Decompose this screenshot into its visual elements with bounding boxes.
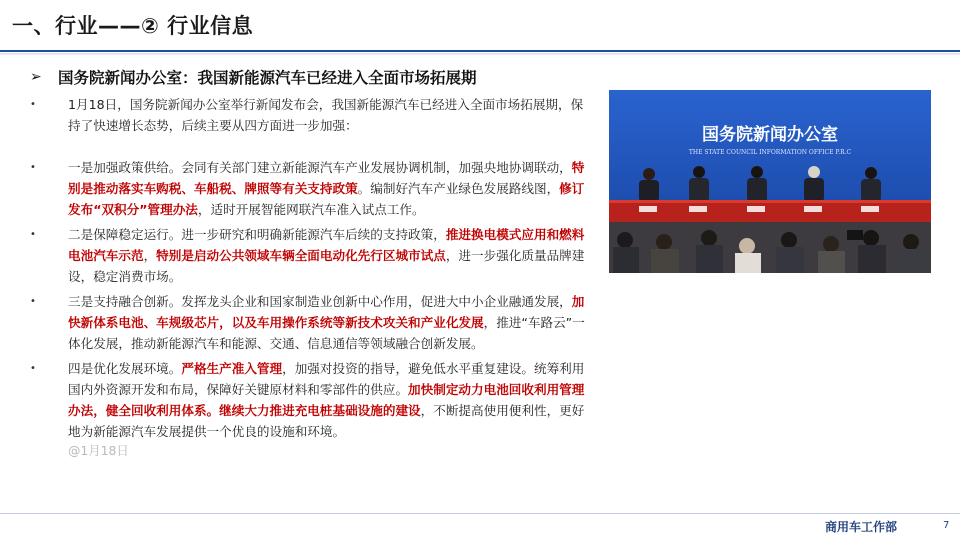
text-run: 。编制好汽车产业绿色发展路线图， xyxy=(357,181,560,196)
intro-text: 1月18日，国务院新闻办公室举行新闻发布会，我国新能源汽车已经进入全面市场拓展期，保持了快速增长态势，后续主要从四方面进一步加强： xyxy=(68,97,584,133)
highlight-run: 加快制定动力电池回收利用管理办法，健全回收利用体系。继续大力推进充电桩基础设施的建设 xyxy=(68,382,585,418)
title-divider-shadow xyxy=(0,53,960,56)
highlight-run: 严格生产准入管理 xyxy=(181,361,283,376)
podium-table xyxy=(609,200,931,222)
text-run: ，进一步强化质量品牌建设，稳定消费市场。 xyxy=(68,248,585,284)
policy-text xyxy=(68,157,585,220)
highlight-run: 推进换电模式应用和燃料电池汽车示范 xyxy=(68,227,585,263)
page-number: 7 xyxy=(943,520,950,531)
highlight-run: 特别是推动落实车购税、车船税、牌照等有关支持政策 xyxy=(68,160,585,196)
bullet-dot-icon: • xyxy=(30,162,36,173)
arrow-bullet-icon: ➢ xyxy=(30,69,42,85)
press-conference-photo xyxy=(609,90,931,273)
section-heading xyxy=(30,66,477,88)
body-content xyxy=(30,94,585,460)
innovation-text xyxy=(68,291,585,354)
environment-text xyxy=(68,358,585,442)
bullet-dot-icon: • xyxy=(30,296,36,307)
text-run: ，不断提高使用便利性，更好地为新能源汽车发展提供一个优良的设施和环境。 xyxy=(68,403,585,439)
bullet-environment xyxy=(30,358,585,442)
text-run: 四是优化发展环境。 xyxy=(68,361,182,376)
highlight-run: 特别是启动公共领域车辆全面电动化先行区城市试点 xyxy=(156,248,446,263)
banner-english: THE STATE COUNCIL INFORMATION OFFICE P.R.C xyxy=(688,149,852,156)
text-run: 二是保障稳定运行。进一步研究和明确新能源汽车后续的支持政策， xyxy=(68,227,446,242)
bullet-dot-icon: • xyxy=(30,99,36,110)
bullet-operation xyxy=(30,224,585,287)
title-divider xyxy=(0,50,960,52)
press-conference-illustration xyxy=(609,90,931,273)
source-stamp: @1月18日 xyxy=(68,443,129,458)
text-run: ，推进“车路云”一体化发展，推动新能源汽车和能源、交通、信息通信等领域融合创新发展。 xyxy=(68,315,585,351)
bullet-innovation xyxy=(30,291,585,354)
text-run: ，加强对投资的指导，避免低水平重复建设。统筹利用国内外资源开发和布局，保障好关键原材料和零部件的供应。 xyxy=(68,361,585,397)
department-label: 商用车工作部 xyxy=(825,520,898,534)
text-run: ， xyxy=(143,248,157,263)
text-run: ，适时开展智能网联汽车准入试点工作。 xyxy=(197,202,425,217)
footer-divider xyxy=(0,513,960,514)
bullet-dot-icon: • xyxy=(30,363,36,374)
highlight-run: 修订发布“双积分”管理办法 xyxy=(68,181,585,217)
slide-title: 一、行业——② 行业信息 xyxy=(12,14,254,38)
bullet-intro xyxy=(30,94,585,136)
operation-text xyxy=(68,224,585,287)
text-run: 一是加强政策供给。会同有关部门建立新能源汽车产业发展协调机制，加强央地协调联动， xyxy=(68,160,572,175)
text-run: 三是支持融合创新。发挥龙头企业和国家制造业创新中心作用，促进大中小企业融通发展， xyxy=(68,294,572,309)
highlight-run: 加快新体系电池、车规级芯片，以及车用操作系统等新技术攻关和产业化发展 xyxy=(68,294,585,330)
banner-chinese: 国务院新闻办公室 xyxy=(702,125,838,145)
bullet-dot-icon: • xyxy=(30,229,36,240)
bullet-policy xyxy=(30,157,585,220)
section-heading-text: 国务院新闻办公室：我国新能源汽车已经进入全面市场拓展期 xyxy=(58,69,477,87)
